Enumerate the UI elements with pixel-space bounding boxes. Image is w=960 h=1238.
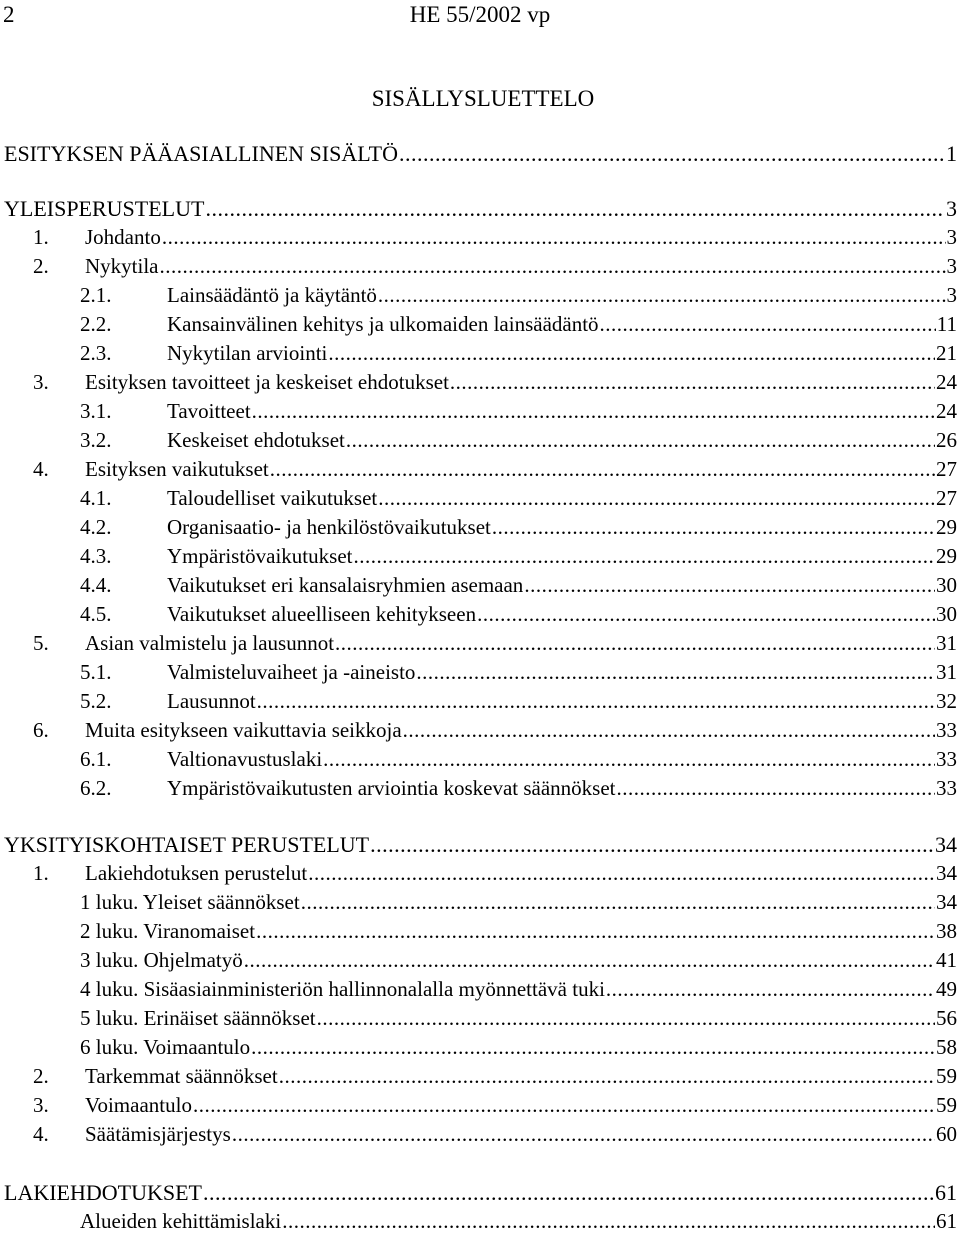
toc-entry-label: 4 luku. Sisäasiainministeriön hallinnonalalla myönnettävä tuki — [80, 977, 605, 1001]
document-id: HE 55/2002 vp — [409, 2, 551, 27]
toc-entry — [0, 486, 957, 515]
toc-entry-page: 26 — [936, 428, 957, 452]
toc-entry — [0, 977, 957, 1006]
toc-entry — [0, 631, 957, 660]
dot-leader — [244, 948, 935, 973]
toc-entry — [0, 747, 957, 776]
toc-entry-number: 4. — [33, 457, 49, 481]
dot-leader — [378, 283, 946, 308]
toc-entry-page: 33 — [936, 776, 957, 800]
toc-entry-page: 29 — [936, 515, 957, 539]
toc-entry-number: 2.3. — [80, 341, 112, 365]
toc-entry — [0, 776, 957, 805]
toc-entry-number: 4. — [33, 1122, 49, 1146]
toc-entry-label: 2 luku. Viranomaiset — [80, 919, 256, 943]
toc-entry-page: 29 — [936, 544, 957, 568]
page-number: 2 — [3, 2, 15, 27]
dot-leader — [252, 399, 935, 424]
toc-entry-label: Tavoitteet — [167, 399, 251, 423]
toc-entry — [0, 890, 957, 919]
dot-leader — [256, 919, 935, 944]
toc-entry-number: 3.2. — [80, 428, 112, 452]
toc-entry-label: YKSITYISKOHTAISET PERUSTELUT — [4, 832, 370, 857]
dot-leader — [477, 602, 935, 627]
dot-leader — [403, 718, 935, 743]
toc-entry-page: 30 — [936, 573, 957, 597]
dot-leader — [353, 544, 935, 569]
dot-leader — [232, 1122, 935, 1147]
toc-entry-page: 27 — [936, 486, 957, 510]
toc-entry-page: 59 — [936, 1064, 957, 1088]
toc-entry-label: Keskeiset ehdotukset — [167, 428, 345, 452]
toc-entry-page: 61 — [936, 1209, 957, 1233]
toc-entry-page: 27 — [936, 457, 957, 481]
toc-title: SISÄLLYSLUETTELO — [371, 86, 595, 111]
toc-entry-number: 5.2. — [80, 689, 112, 713]
toc-entry-label: Esityksen vaikutukset — [85, 457, 269, 481]
toc-entry-label: Muita esitykseen vaikuttavia seikkoja — [85, 718, 402, 742]
toc-entry-label: ESITYKSEN PÄÄASIALLINEN SISÄLTÖ — [4, 141, 398, 166]
dot-leader — [328, 341, 935, 366]
toc-entry-number: 1. — [33, 225, 49, 249]
dot-leader — [606, 977, 935, 1002]
dot-leader — [193, 1093, 935, 1118]
dot-leader — [335, 631, 935, 656]
dot-leader — [450, 370, 935, 395]
toc-entry — [0, 341, 957, 370]
toc-entry-page: 30 — [936, 602, 957, 626]
toc-entry-number: 3. — [33, 1093, 49, 1117]
toc-entry-label: Voimaantulo — [85, 1093, 192, 1117]
dot-leader — [323, 747, 935, 772]
toc-entry-page: 24 — [936, 399, 957, 423]
toc-entry-page: 49 — [936, 977, 957, 1001]
dot-leader — [370, 832, 934, 858]
toc-entry-page: 34 — [936, 861, 957, 885]
toc-entry-label: Johdanto — [85, 225, 161, 249]
toc-entry-label: Lausunnot — [167, 689, 256, 713]
toc-entry-number: 6.2. — [80, 776, 112, 800]
toc-entry-number: 4.4. — [80, 573, 112, 597]
dot-leader — [416, 660, 935, 685]
toc-entry-page: 59 — [936, 1093, 957, 1117]
toc-entry-label: Lakiehdotuksen perustelut — [85, 861, 308, 885]
toc-entry-label: Ympäristövaikutukset — [167, 544, 353, 568]
dot-leader — [162, 225, 946, 250]
toc-entry — [0, 515, 957, 544]
toc-entry-label: Kansainvälinen kehitys ja ulkomaiden lainsäädäntö — [167, 312, 599, 336]
dot-leader — [492, 515, 935, 540]
toc-entry-label: Lainsäädäntö ja käytäntö — [167, 283, 377, 307]
toc-entry-page: 60 — [936, 1122, 957, 1146]
toc-entry-label: Valtionavustuslaki — [167, 747, 323, 771]
toc-entry-label: Nykytila — [85, 254, 159, 278]
toc-entry — [0, 948, 957, 977]
toc-entry — [0, 254, 957, 283]
dot-leader — [160, 254, 946, 279]
dot-leader — [600, 312, 936, 337]
toc-entry-number: 2. — [33, 254, 49, 278]
toc-entry — [0, 1122, 957, 1151]
dot-leader — [399, 141, 945, 167]
toc-entry — [0, 1064, 957, 1093]
toc-entry-label: Ympäristövaikutusten arviointia koskevat säännökset — [167, 776, 616, 800]
toc-entry — [0, 399, 957, 428]
toc-entry-label: LAKIEHDOTUKSET — [4, 1180, 202, 1205]
toc-entry-page: 3 — [946, 254, 957, 278]
toc-entry — [0, 457, 957, 486]
dot-leader — [346, 428, 935, 453]
dot-leader — [301, 890, 935, 915]
toc-entry-page: 58 — [936, 1035, 957, 1059]
toc-entry-label: Tarkemmat säännökset — [85, 1064, 278, 1088]
toc-entry — [0, 602, 957, 631]
toc-entry-page: 11 — [936, 312, 957, 336]
toc-entry — [0, 832, 957, 861]
dot-leader — [308, 861, 935, 886]
toc-entry — [0, 1006, 957, 1035]
toc-entry — [0, 428, 957, 457]
toc-entry-page: 24 — [936, 370, 957, 394]
toc-entry-label: 1 luku. Yleiset säännökset — [80, 890, 300, 914]
toc-entry-label: Vaikutukset alueelliseen kehitykseen — [167, 602, 477, 626]
dot-leader — [317, 1006, 935, 1031]
toc-entry-number: 3. — [33, 370, 49, 394]
toc-entry-number: 4.5. — [80, 602, 112, 626]
toc-entry-number: 4.3. — [80, 544, 112, 568]
toc-entry-page: 3 — [946, 196, 957, 221]
toc-entry-label: 3 luku. Ohjelmatyö — [80, 948, 243, 972]
toc-entry — [0, 660, 957, 689]
toc-entry-number: 4.2. — [80, 515, 112, 539]
toc-entry-page: 3 — [946, 225, 957, 249]
toc-entry-label: Esityksen tavoitteet ja keskeiset ehdotukset — [85, 370, 449, 394]
toc-entry-label: Asian valmistelu ja lausunnot — [85, 631, 335, 655]
toc-entry — [0, 312, 957, 341]
toc-entry-number: 5. — [33, 631, 49, 655]
toc-entry-page: 3 — [946, 283, 957, 307]
toc-entry — [0, 370, 957, 399]
toc-entry-label: Organisaatio- ja henkilöstövaikutukset — [167, 515, 491, 539]
toc-entry-page: 21 — [936, 341, 957, 365]
toc-entry-page: 31 — [936, 631, 957, 655]
toc-entry — [0, 718, 957, 747]
dot-leader — [203, 1180, 934, 1206]
toc-entry-page: 31 — [936, 660, 957, 684]
toc-entry-number: 2.2. — [80, 312, 112, 336]
dot-leader — [257, 689, 935, 714]
toc-entry-number: 1. — [33, 861, 49, 885]
toc-entry-page: 1 — [946, 141, 957, 166]
dot-leader — [378, 486, 935, 511]
dot-leader — [251, 1035, 935, 1060]
page-header — [0, 0, 960, 34]
toc-entry — [0, 1093, 957, 1122]
toc-entry — [0, 1209, 957, 1238]
toc-entry-label: 5 luku. Erinäiset säännökset — [80, 1006, 316, 1030]
toc-entry-page: 38 — [936, 919, 957, 943]
toc-entry — [0, 919, 957, 948]
toc-entry — [0, 283, 957, 312]
toc-entry — [0, 196, 957, 225]
toc-entry-number: 3.1. — [80, 399, 112, 423]
toc-entry-label: Säätämisjärjestys — [85, 1122, 231, 1146]
toc-entry-label: 6 luku. Voimaantulo — [80, 1035, 251, 1059]
toc-entry-page: 56 — [936, 1006, 957, 1030]
toc-entry-number: 2.1. — [80, 283, 112, 307]
toc-entry-label: YLEISPERUSTELUT — [4, 196, 205, 221]
dot-leader — [270, 457, 935, 482]
dot-leader — [617, 776, 936, 801]
toc-entry-page: 33 — [936, 747, 957, 771]
toc-entry — [0, 544, 957, 573]
toc-entry-label: Alueiden kehittämislaki — [80, 1209, 282, 1233]
dot-leader — [524, 573, 935, 598]
toc-entry — [0, 573, 957, 602]
dot-leader — [282, 1209, 935, 1234]
toc-entry-page: 34 — [935, 832, 957, 857]
toc-entry-page: 34 — [936, 890, 957, 914]
toc-entry-label: Valmisteluvaiheet ja -aineisto — [167, 660, 416, 684]
toc-entry — [0, 141, 957, 170]
toc-entry-page: 33 — [936, 718, 957, 742]
toc-entry-number: 6. — [33, 718, 49, 742]
toc-entry — [0, 689, 957, 718]
toc-entry — [0, 1180, 957, 1209]
toc-entry-number: 2. — [33, 1064, 49, 1088]
toc-entry-label: Taloudelliset vaikutukset — [167, 486, 378, 510]
toc-entry-number: 4.1. — [80, 486, 112, 510]
dot-leader — [279, 1064, 935, 1089]
toc-entry-number: 6.1. — [80, 747, 112, 771]
toc-entry-page: 61 — [935, 1180, 957, 1205]
toc-entry-page: 41 — [936, 948, 957, 972]
toc-entry — [0, 1035, 957, 1064]
dot-leader — [205, 196, 945, 222]
toc-entry — [0, 861, 957, 890]
toc-entry-label: Vaikutukset eri kansalaisryhmien asemaan — [167, 573, 524, 597]
toc-entry-page: 32 — [936, 689, 957, 713]
toc-entry-number: 5.1. — [80, 660, 112, 684]
toc-entry — [0, 225, 957, 254]
toc-entry-label: Nykytilan arviointi — [167, 341, 328, 365]
